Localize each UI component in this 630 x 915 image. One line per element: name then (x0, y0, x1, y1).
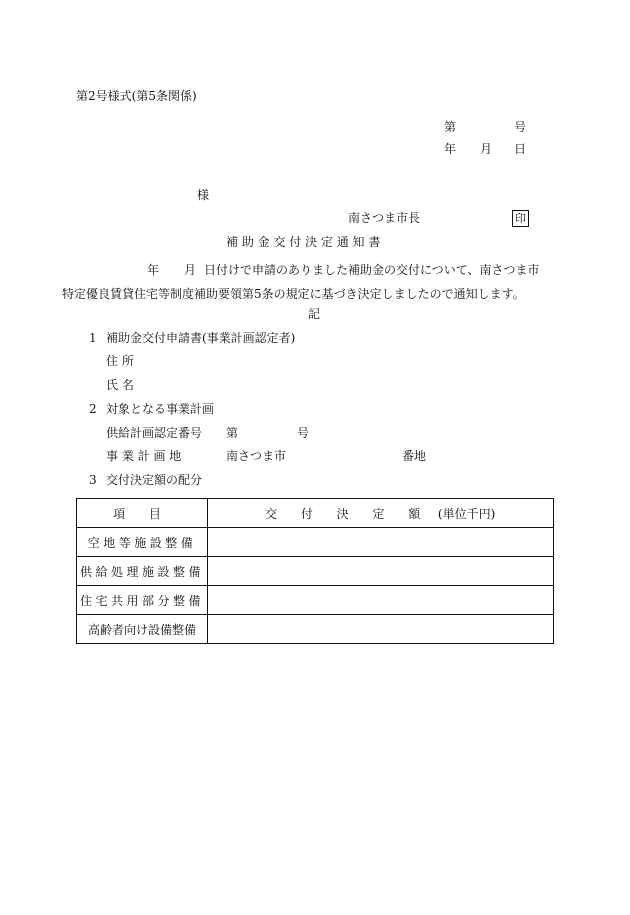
item1-name-label: 氏 名 (106, 378, 134, 392)
doc-number-go: 号 (514, 120, 527, 134)
header-amount: 交 付 決 定 額 (単位千円) (208, 499, 554, 528)
location-label: 事 業 計 画 地 (106, 449, 182, 463)
table-row (77, 615, 554, 644)
header-item: 項 目 (77, 499, 208, 528)
approval-number-go: 号 (297, 426, 310, 440)
body-month: 月 (184, 263, 197, 277)
row-item: 住宅共用部分整備 (77, 586, 208, 615)
row-item: 供給処理施設整備 (77, 557, 208, 586)
item1-number: 1 (89, 331, 97, 345)
table-header-row (77, 499, 554, 528)
date-month: 月 (480, 142, 493, 156)
location-banchi: 番地 (402, 449, 427, 463)
header-unit: (単位千円) (437, 506, 496, 521)
issuer: 南さつま市長 (348, 211, 421, 225)
date-day: 日 (514, 142, 527, 156)
row-amount (208, 615, 554, 644)
row-item: 空地等施設整備 (77, 528, 208, 557)
body-line2: 特定優良賃貸住宅等制度補助要領第5条の規定に基づき決定しましたので通知します。 (62, 287, 525, 301)
item2-number: 2 (89, 402, 97, 416)
body-year: 年 (147, 263, 160, 277)
ki-label: 記 (308, 307, 321, 321)
approval-number-label: 供給計画認定番号 (106, 426, 203, 440)
table-row (77, 528, 554, 557)
item1-label: 補助金交付申請書(事業計画認定者) (106, 331, 296, 345)
form-number: 第2号様式(第5条関係) (76, 89, 197, 103)
item2-label: 対象となる事業計画 (106, 402, 215, 416)
row-item: 高齢者向け設備整備 (77, 615, 208, 644)
seal-mark: 印 (512, 210, 529, 227)
doc-number-dai: 第 (444, 120, 457, 134)
table-row (77, 557, 554, 586)
document-title: 補 助 金 交 付 決 定 通 知 書 (226, 235, 381, 249)
item3-number: 3 (89, 473, 97, 487)
location-city: 南さつま市 (226, 449, 287, 463)
approval-number-dai: 第 (226, 426, 239, 440)
item1-address-label: 住 所 (106, 354, 134, 368)
row-amount (208, 528, 554, 557)
table-row (77, 586, 554, 615)
row-amount (208, 557, 554, 586)
item3-label: 交付決定額の配分 (106, 473, 203, 487)
body-line1: 日付けで申請のありました補助金の交付について、南さつま市 (204, 263, 540, 277)
date-year: 年 (444, 142, 457, 156)
addressee-suffix: 様 (197, 188, 210, 202)
row-amount (208, 586, 554, 615)
allocation-table (76, 498, 554, 644)
